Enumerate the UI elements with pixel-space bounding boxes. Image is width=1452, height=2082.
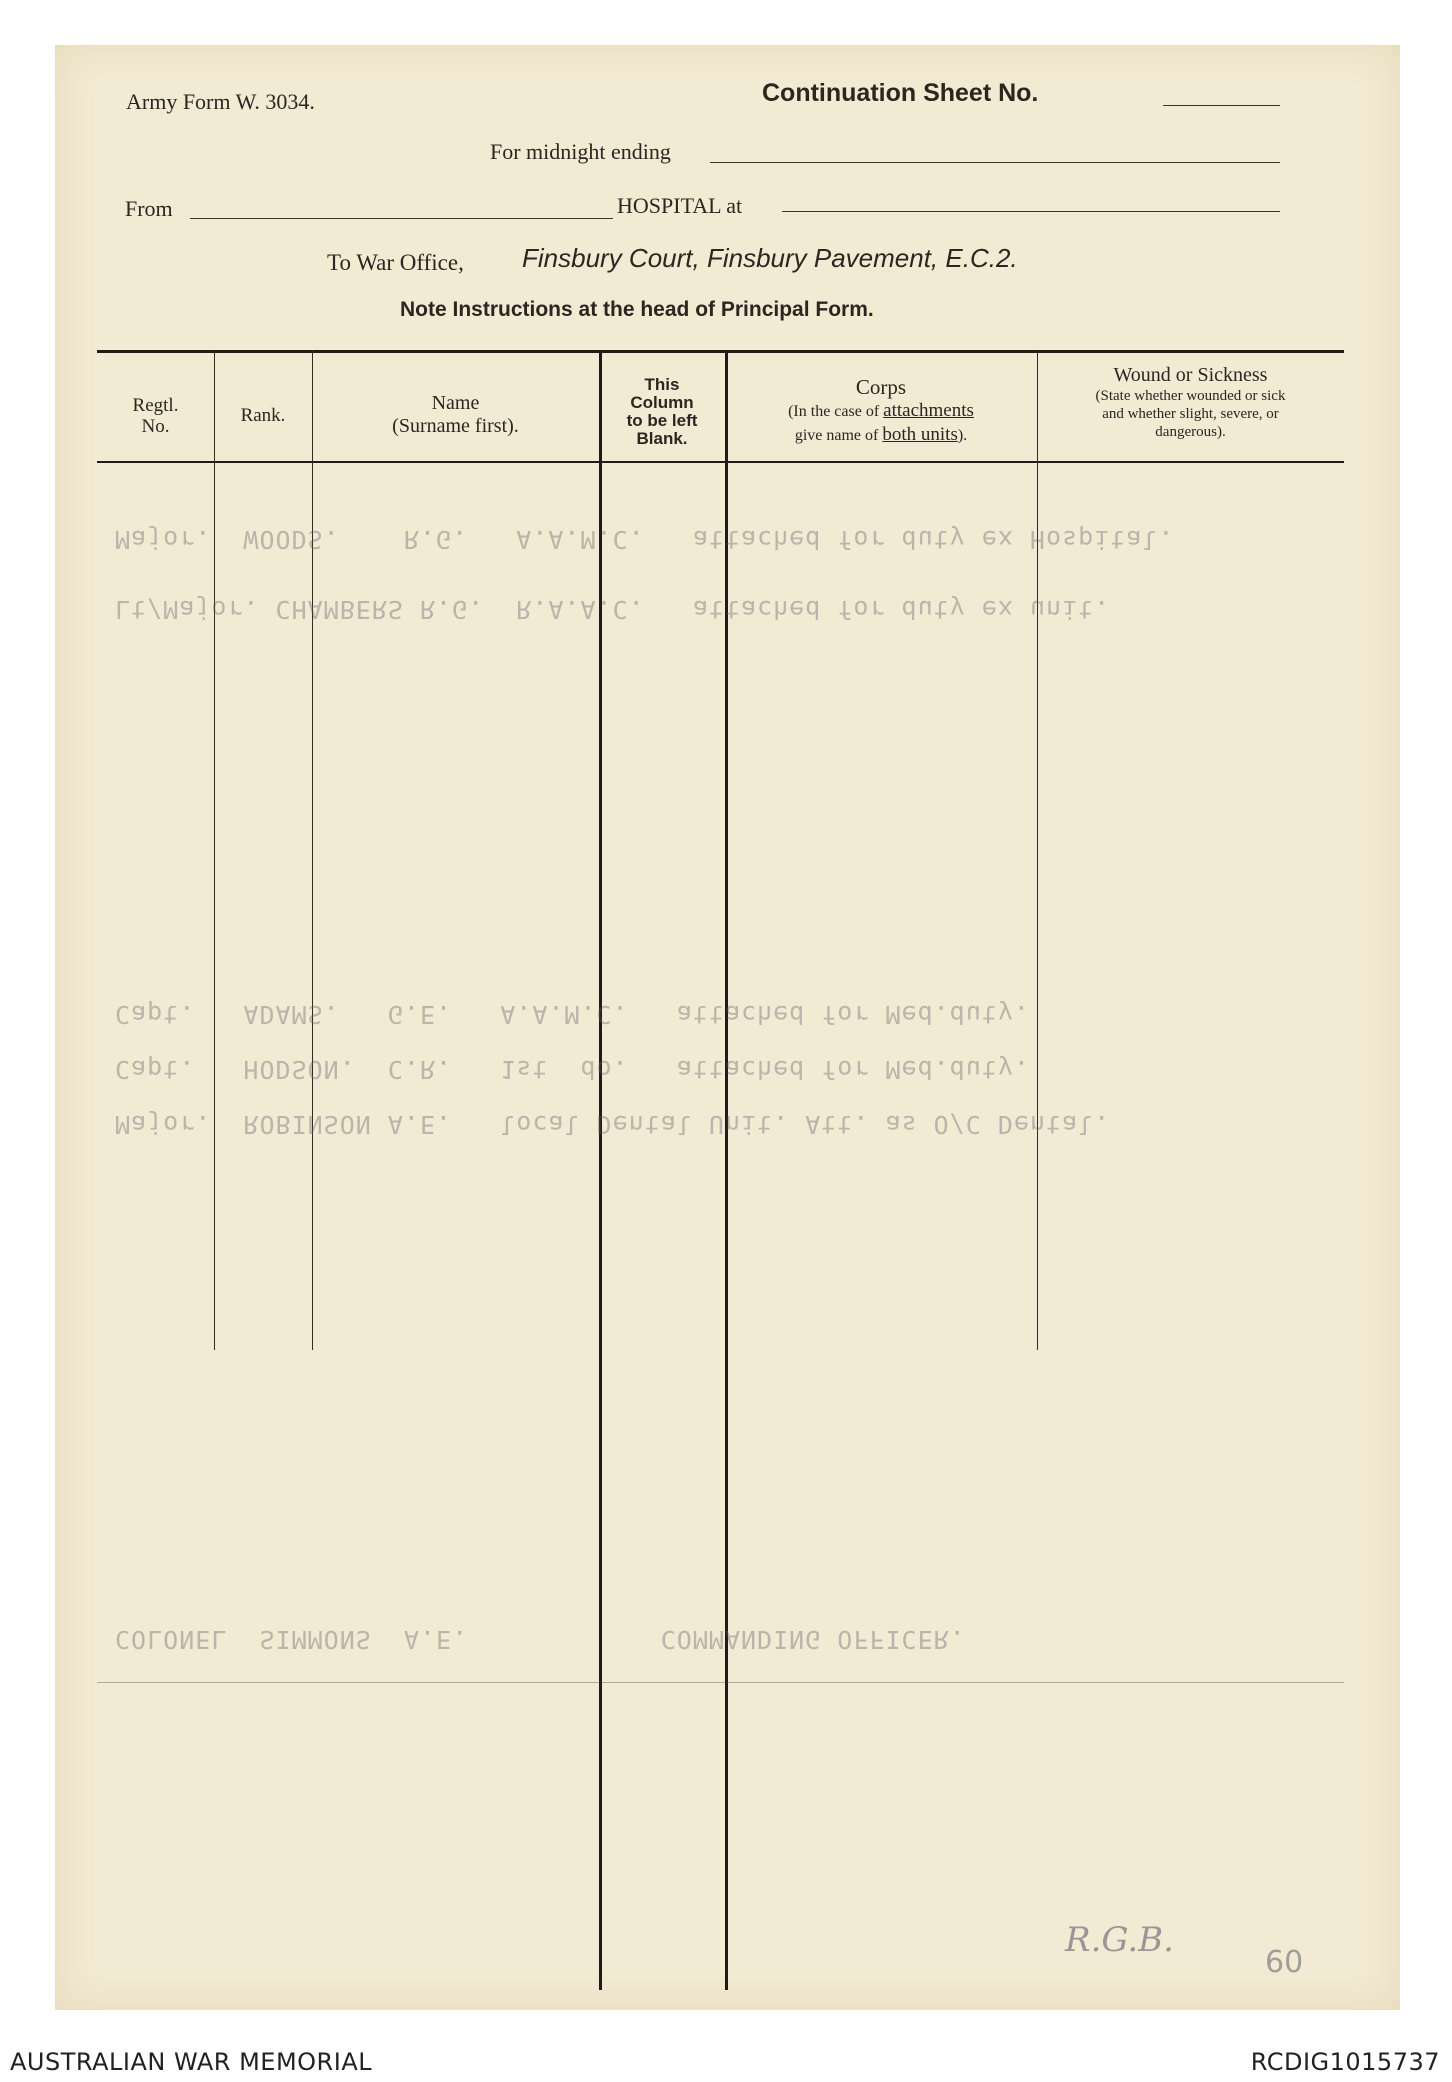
bleed-through-line: COLONEL SIMMONS A.E. COMMANDING OFFICER. (115, 1625, 966, 1654)
footer-institution: AUSTRALIAN WAR MEMORIAL (10, 2048, 373, 2076)
from-field (190, 218, 613, 219)
midnight-ending-label: For midnight ending (490, 139, 671, 164)
instructions-note: Note Instructions at the head of Principal Form. (400, 298, 874, 321)
page-number: 60 (1265, 1945, 1304, 1980)
bleed-through-line: Lt/Major. CHAMBERS R.G. R.A.A.C. attached for duty ex unit. (115, 595, 1111, 624)
header-rank: Rank. (240, 405, 286, 426)
table-top-rule (97, 350, 1344, 353)
column-divider-wound (1037, 350, 1038, 1350)
bleed-through-line: Major. WOODS. R.G. A.A.M.C. attached for duty ex Hospital. (115, 525, 1175, 554)
header-wound-sickness: Wound or Sickness (State whether wounded or sick and whether slight, severe, or dangerous). (1095, 364, 1286, 440)
header-regtl-no: Regtl. No. (132, 395, 179, 437)
header-corps: Corps (In the case of attachments give name of both units). (788, 375, 974, 445)
hospital-location-field (782, 211, 1280, 212)
bleed-through-line: Capt. ADAMS. G.E. A.A.M.C. attached for Med.duty. (115, 1000, 1030, 1029)
bleed-through-line: Major. ROBINSON A.E. local Dental Unit. Att. as O/C Dental. (115, 1110, 1111, 1139)
war-office-address: Finsbury Court, Finsbury Pavement, E.C.2. (522, 243, 1018, 273)
header-name: Name (Surname first). (392, 392, 519, 437)
continuation-number-field (1163, 105, 1280, 106)
hospital-label: HOSPITAL at (617, 193, 743, 218)
table-bottom-rule (97, 1682, 1344, 1683)
pencil-initials: R.G.B. (1065, 1920, 1174, 1960)
army-form-number: Army Form W. 3034. (126, 89, 315, 114)
from-label: From (125, 196, 173, 221)
to-war-office-label: To War Office, (327, 250, 464, 275)
column-divider-rank (214, 350, 215, 1350)
column-divider-name (312, 350, 313, 1350)
table-header-rule (97, 461, 1344, 463)
form-sheet (55, 45, 1400, 2010)
footer-catalogue-id: RCDIG1015737 (1250, 2048, 1440, 2076)
midnight-ending-field (710, 162, 1280, 163)
header-blank-column: This Column to be left Blank. (626, 375, 698, 448)
bleed-through-line: Capt. HODSON. C.R. 1st do. attached for Med.duty. (115, 1055, 1030, 1084)
continuation-title: Continuation Sheet No. (762, 79, 1039, 107)
